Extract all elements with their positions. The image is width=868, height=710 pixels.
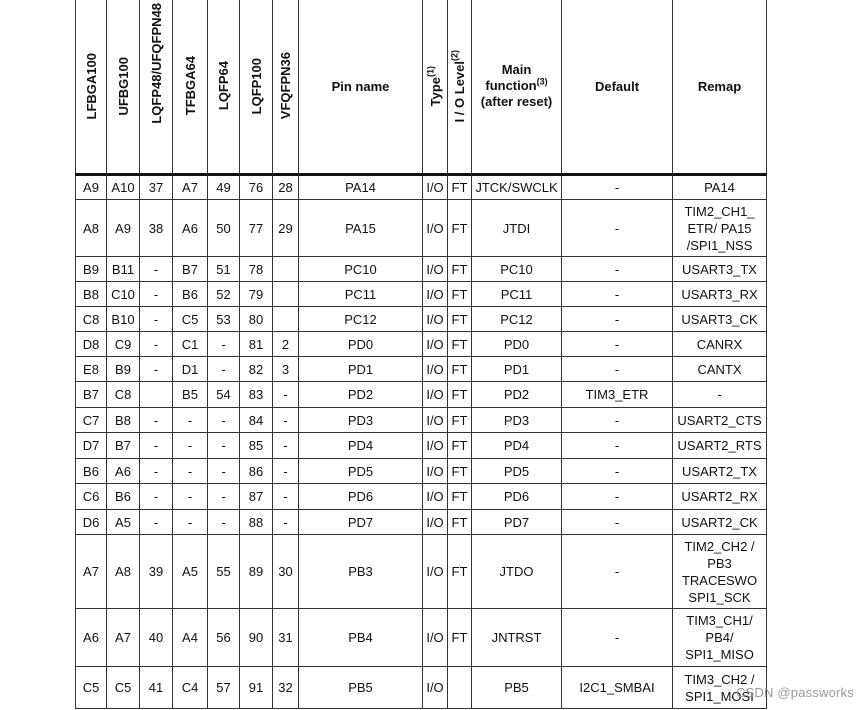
- cell-io-level: FT: [448, 484, 472, 510]
- cell-io-level: FT: [448, 510, 472, 535]
- table-row: [76, 382, 767, 408]
- cell-tfbga64: B7: [173, 257, 208, 282]
- table-row: [76, 433, 767, 459]
- cell-io-level: FT: [448, 459, 472, 484]
- cell-ufbga100: C8: [107, 382, 140, 408]
- cell-main-function: PD5: [472, 459, 562, 484]
- cell-lfbga100: B7: [76, 382, 107, 408]
- header-row: [76, 0, 767, 175]
- cell-lqfp64: -: [208, 332, 240, 357]
- cell-default: I2C1_SMBAI: [562, 667, 673, 709]
- cell-type: I/O: [423, 484, 448, 510]
- remap-line: /SPI1_NSS: [686, 237, 753, 253]
- cell-lqfp48: -: [140, 459, 173, 484]
- cell-lqfp48: 38: [140, 200, 173, 257]
- cell-lqfp48: 39: [140, 535, 173, 609]
- cell-default: -: [562, 257, 673, 282]
- cell-io-level: FT: [448, 307, 472, 332]
- cell-main-function: PD3: [472, 408, 562, 433]
- cell-lqfp100: 76: [240, 175, 273, 200]
- cell-remap: USART2_TX: [673, 459, 767, 484]
- remap-line: SPI1_SCK: [688, 589, 751, 605]
- cell-ufbga100: A7: [107, 609, 140, 667]
- cell-lqfp100: 88: [240, 510, 273, 535]
- remap-line: PB3: [707, 555, 732, 571]
- cell-main-function: JNTRST: [472, 609, 562, 667]
- cell-default: -: [562, 408, 673, 433]
- table-row: [76, 357, 767, 382]
- cell-lfbga100: B8: [76, 282, 107, 307]
- cell-tfbga64: -: [173, 484, 208, 510]
- cell-lfbga100: C8: [76, 307, 107, 332]
- cell-ufbga100: B11: [107, 257, 140, 282]
- cell-type: I/O: [423, 459, 448, 484]
- cell-default: -: [562, 609, 673, 667]
- cell-ufbga100: A6: [107, 459, 140, 484]
- cell-type: I/O: [423, 510, 448, 535]
- cell-lfbga100: D7: [76, 433, 107, 459]
- cell-lfbga100: C5: [76, 667, 107, 709]
- cell-vfqfpn36: -: [273, 484, 299, 510]
- cell-tfbga64: -: [173, 408, 208, 433]
- cell-tfbga64: C1: [173, 332, 208, 357]
- cell-ufbga100: B9: [107, 357, 140, 382]
- cell-lqfp100: 83: [240, 382, 273, 408]
- cell-lqfp100: 82: [240, 357, 273, 382]
- cell-lqfp64: 55: [208, 535, 240, 609]
- cell-lfbga100: A8: [76, 200, 107, 257]
- remap-line: TIM3_CH2 /: [684, 671, 755, 687]
- remap-line: ETR/ PA15: [687, 220, 752, 236]
- cell-pin-name: PD1: [299, 357, 423, 382]
- cell-pin-name: PA15: [299, 200, 423, 257]
- cell-lfbga100: D6: [76, 510, 107, 535]
- cell-type: I/O: [423, 382, 448, 408]
- cell-tfbga64: B6: [173, 282, 208, 307]
- cell-io-level: FT: [448, 408, 472, 433]
- remap-line: SPI1_MISO: [685, 647, 754, 662]
- cell-pin-name: PB5: [299, 667, 423, 709]
- cell-default: -: [562, 433, 673, 459]
- cell-pin-name: PD5: [299, 459, 423, 484]
- cell-vfqfpn36: 32: [273, 667, 299, 709]
- cell-lfbga100: C7: [76, 408, 107, 433]
- cell-vfqfpn36: 31: [273, 609, 299, 667]
- cell-pin-name: PD0: [299, 332, 423, 357]
- cell-pin-name: PA14: [299, 175, 423, 200]
- table-row: [76, 667, 767, 709]
- cell-default: -: [562, 510, 673, 535]
- cell-lqfp48: -: [140, 257, 173, 282]
- cell-io-level: FT: [448, 200, 472, 257]
- cell-lqfp48: -: [140, 484, 173, 510]
- cell-remap: CANRX: [673, 332, 767, 357]
- col-header-remap: Remap: [673, 0, 767, 175]
- cell-vfqfpn36: -: [273, 433, 299, 459]
- cell-lqfp48: -: [140, 357, 173, 382]
- cell-type: I/O: [423, 307, 448, 332]
- cell-default: -: [562, 459, 673, 484]
- cell-lfbga100: E8: [76, 357, 107, 382]
- cell-main-function: JTCK/SWCLK: [472, 175, 562, 200]
- cell-io-level: FT: [448, 382, 472, 408]
- cell-type: I/O: [423, 175, 448, 200]
- table-row: [76, 484, 767, 510]
- cell-vfqfpn36: 3: [273, 357, 299, 382]
- cell-io-level: FT: [448, 535, 472, 609]
- cell-main-function: PD7: [472, 510, 562, 535]
- cell-io-level: [448, 667, 472, 709]
- cell-lqfp48: 41: [140, 667, 173, 709]
- col-header-default: Default: [562, 0, 673, 175]
- col-header-io-level: I / O Level$^{(2)}$: [448, 0, 472, 175]
- cell-lqfp64: 50: [208, 200, 240, 257]
- remap-line: TIM3_CH1/: [686, 613, 753, 628]
- col-header-ufbga100: UFBG100: [107, 0, 140, 175]
- cell-vfqfpn36: -: [273, 382, 299, 408]
- cell-lqfp64: -: [208, 510, 240, 535]
- cell-main-function: PC10: [472, 257, 562, 282]
- cell-io-level: FT: [448, 175, 472, 200]
- cell-lqfp100: 90: [240, 609, 273, 667]
- cell-lfbga100: B9: [76, 257, 107, 282]
- cell-type: I/O: [423, 667, 448, 709]
- cell-vfqfpn36: -: [273, 510, 299, 535]
- table-row: [76, 307, 767, 332]
- cell-remap: CANTX: [673, 357, 767, 382]
- cell-main-function: PC11: [472, 282, 562, 307]
- cell-ufbga100: B6: [107, 484, 140, 510]
- cell-type: I/O: [423, 535, 448, 609]
- col-header-lqfp64: LQFP64: [208, 0, 240, 175]
- cell-lfbga100: A6: [76, 609, 107, 667]
- cell-lqfp64: -: [208, 484, 240, 510]
- cell-tfbga64: D1: [173, 357, 208, 382]
- cell-main-function: PD2: [472, 382, 562, 408]
- cell-lqfp100: 86: [240, 459, 273, 484]
- cell-main-function: PD1: [472, 357, 562, 382]
- cell-ufbga100: B10: [107, 307, 140, 332]
- cell-remap: USART2_CK: [673, 510, 767, 535]
- cell-tfbga64: C5: [173, 307, 208, 332]
- cell-main-function: JTDI: [472, 200, 562, 257]
- cell-vfqfpn36: -: [273, 459, 299, 484]
- cell-default: -: [562, 200, 673, 257]
- cell-remap: [673, 200, 767, 257]
- cell-pin-name: PC10: [299, 257, 423, 282]
- cell-lqfp100: 89: [240, 535, 273, 609]
- cell-type: I/O: [423, 609, 448, 667]
- cell-lqfp48: -: [140, 408, 173, 433]
- table-row: [76, 510, 767, 535]
- cell-lqfp48: -: [140, 282, 173, 307]
- cell-tfbga64: -: [173, 459, 208, 484]
- cell-io-level: FT: [448, 257, 472, 282]
- cell-lqfp64: 54: [208, 382, 240, 408]
- cell-ufbga100: A5: [107, 510, 140, 535]
- cell-lqfp100: 91: [240, 667, 273, 709]
- remap-line: TRACESWO: [681, 572, 758, 588]
- cell-tfbga64: A6: [173, 200, 208, 257]
- cell-tfbga64: A7: [173, 175, 208, 200]
- cell-vfqfpn36: -: [273, 408, 299, 433]
- cell-lqfp64: 52: [208, 282, 240, 307]
- cell-ufbga100: C5: [107, 667, 140, 709]
- cell-lqfp48: -: [140, 332, 173, 357]
- cell-ufbga100: B7: [107, 433, 140, 459]
- cell-pin-name: PB3: [299, 535, 423, 609]
- cell-io-level: FT: [448, 609, 472, 667]
- cell-io-level: FT: [448, 433, 472, 459]
- cell-vfqfpn36: 2: [273, 332, 299, 357]
- table-row: [76, 535, 767, 609]
- cell-tfbga64: A4: [173, 609, 208, 667]
- cell-lfbga100: D8: [76, 332, 107, 357]
- cell-type: I/O: [423, 282, 448, 307]
- cell-ufbga100: C10: [107, 282, 140, 307]
- cell-lqfp100: 87: [240, 484, 273, 510]
- cell-pin-name: PD6: [299, 484, 423, 510]
- cell-remap: PA14: [673, 175, 767, 200]
- cell-default: -: [562, 307, 673, 332]
- cell-type: I/O: [423, 357, 448, 382]
- cell-type: I/O: [423, 332, 448, 357]
- cell-main-function: PC12: [472, 307, 562, 332]
- pinout-table: [75, 0, 767, 709]
- cell-remap: USART2_RX: [673, 484, 767, 510]
- cell-lqfp48: [140, 382, 173, 408]
- pinout-table-body: [76, 175, 767, 709]
- cell-lfbga100: C6: [76, 484, 107, 510]
- cell-type: I/O: [423, 257, 448, 282]
- cell-main-function: PB5: [472, 667, 562, 709]
- cell-vfqfpn36: 30: [273, 535, 299, 609]
- cell-lqfp100: 77: [240, 200, 273, 257]
- cell-lqfp48: -: [140, 510, 173, 535]
- cell-default: -: [562, 282, 673, 307]
- cell-remap: USART2_CTS: [673, 408, 767, 433]
- cell-lqfp48: -: [140, 433, 173, 459]
- cell-type: I/O: [423, 433, 448, 459]
- cell-lqfp64: 57: [208, 667, 240, 709]
- cell-ufbga100: A8: [107, 535, 140, 609]
- cell-pin-name: PB4: [299, 609, 423, 667]
- cell-lqfp64: -: [208, 408, 240, 433]
- cell-main-function: PD4: [472, 433, 562, 459]
- col-header-tfbga64: TFBGA64: [173, 0, 208, 175]
- remap-line: TIM2_CH1_: [684, 203, 755, 219]
- cell-tfbga64: A5: [173, 535, 208, 609]
- cell-default: -: [562, 484, 673, 510]
- cell-vfqfpn36: 29: [273, 200, 299, 257]
- cell-lqfp100: 81: [240, 332, 273, 357]
- cell-io-level: FT: [448, 332, 472, 357]
- table-row: [76, 609, 767, 667]
- cell-type: I/O: [423, 408, 448, 433]
- cell-remap: USART2_RTS: [673, 433, 767, 459]
- cell-lfbga100: B6: [76, 459, 107, 484]
- cell-lqfp100: 80: [240, 307, 273, 332]
- cell-lqfp64: -: [208, 459, 240, 484]
- cell-pin-name: PD2: [299, 382, 423, 408]
- cell-remap: -: [673, 382, 767, 408]
- table-row: [76, 200, 767, 257]
- cell-type: I/O: [423, 200, 448, 257]
- table-row: [76, 459, 767, 484]
- col-header-pin-name: Pin name: [299, 0, 423, 175]
- cell-lqfp48: 40: [140, 609, 173, 667]
- cell-lfbga100: A9: [76, 175, 107, 200]
- cell-vfqfpn36: [273, 257, 299, 282]
- cell-lqfp100: 85: [240, 433, 273, 459]
- cell-lqfp100: 79: [240, 282, 273, 307]
- watermark: CSDN @passworks: [735, 685, 854, 700]
- col-header-lfbga100: LFBGA100: [76, 0, 107, 175]
- cell-io-level: FT: [448, 282, 472, 307]
- cell-remap: USART3_RX: [673, 282, 767, 307]
- col-header-lqfp48: LQFP48/UFQFPN48: [140, 0, 173, 175]
- cell-lqfp64: -: [208, 433, 240, 459]
- remap-line: PB4/: [705, 630, 734, 645]
- cell-vfqfpn36: 28: [273, 175, 299, 200]
- cell-pin-name: PD3: [299, 408, 423, 433]
- remap-line: TIM2_CH2 /: [684, 538, 755, 554]
- cell-default: -: [562, 175, 673, 200]
- col-header-type: Type$^{(1)}$: [423, 0, 448, 175]
- cell-main-function: PD6: [472, 484, 562, 510]
- cell-lqfp64: 56: [208, 609, 240, 667]
- remap-line: SPI1_MOSI: [685, 688, 754, 704]
- cell-default: -: [562, 332, 673, 357]
- cell-tfbga64: B5: [173, 382, 208, 408]
- cell-ufbga100: A9: [107, 200, 140, 257]
- cell-pin-name: PD4: [299, 433, 423, 459]
- cell-tfbga64: -: [173, 433, 208, 459]
- col-header-main-function: Main function$^{(3)}$ (after reset): [472, 0, 562, 175]
- cell-remap: [673, 535, 767, 609]
- col-header-vfqfpn36: VFQFPN36: [273, 0, 299, 175]
- cell-pin-name: PC11: [299, 282, 423, 307]
- table-row: [76, 175, 767, 200]
- cell-lqfp100: 78: [240, 257, 273, 282]
- cell-lqfp64: 51: [208, 257, 240, 282]
- cell-vfqfpn36: [273, 282, 299, 307]
- cell-ufbga100: A10: [107, 175, 140, 200]
- table-row: [76, 282, 767, 307]
- table-row: [76, 332, 767, 357]
- cell-tfbga64: C4: [173, 667, 208, 709]
- cell-lqfp64: 49: [208, 175, 240, 200]
- cell-lqfp48: -: [140, 307, 173, 332]
- cell-main-function: JTDO: [472, 535, 562, 609]
- cell-remap: USART3_CK: [673, 307, 767, 332]
- cell-lqfp100: 84: [240, 408, 273, 433]
- table-row: [76, 408, 767, 433]
- cell-lfbga100: A7: [76, 535, 107, 609]
- cell-default: -: [562, 535, 673, 609]
- cell-vfqfpn36: [273, 307, 299, 332]
- cell-default: -: [562, 357, 673, 382]
- cell-lqfp48: 37: [140, 175, 173, 200]
- cell-remap: [673, 609, 767, 667]
- cell-lqfp64: -: [208, 357, 240, 382]
- cell-pin-name: PC12: [299, 307, 423, 332]
- cell-io-level: FT: [448, 357, 472, 382]
- cell-lqfp64: 53: [208, 307, 240, 332]
- cell-tfbga64: -: [173, 510, 208, 535]
- cell-main-function: PD0: [472, 332, 562, 357]
- cell-default: TIM3_ETR: [562, 382, 673, 408]
- col-header-lqfp100: LQFP100: [240, 0, 273, 175]
- table-row: [76, 257, 767, 282]
- cell-remap: USART3_TX: [673, 257, 767, 282]
- cell-ufbga100: C9: [107, 332, 140, 357]
- cell-pin-name: PD7: [299, 510, 423, 535]
- cell-ufbga100: B8: [107, 408, 140, 433]
